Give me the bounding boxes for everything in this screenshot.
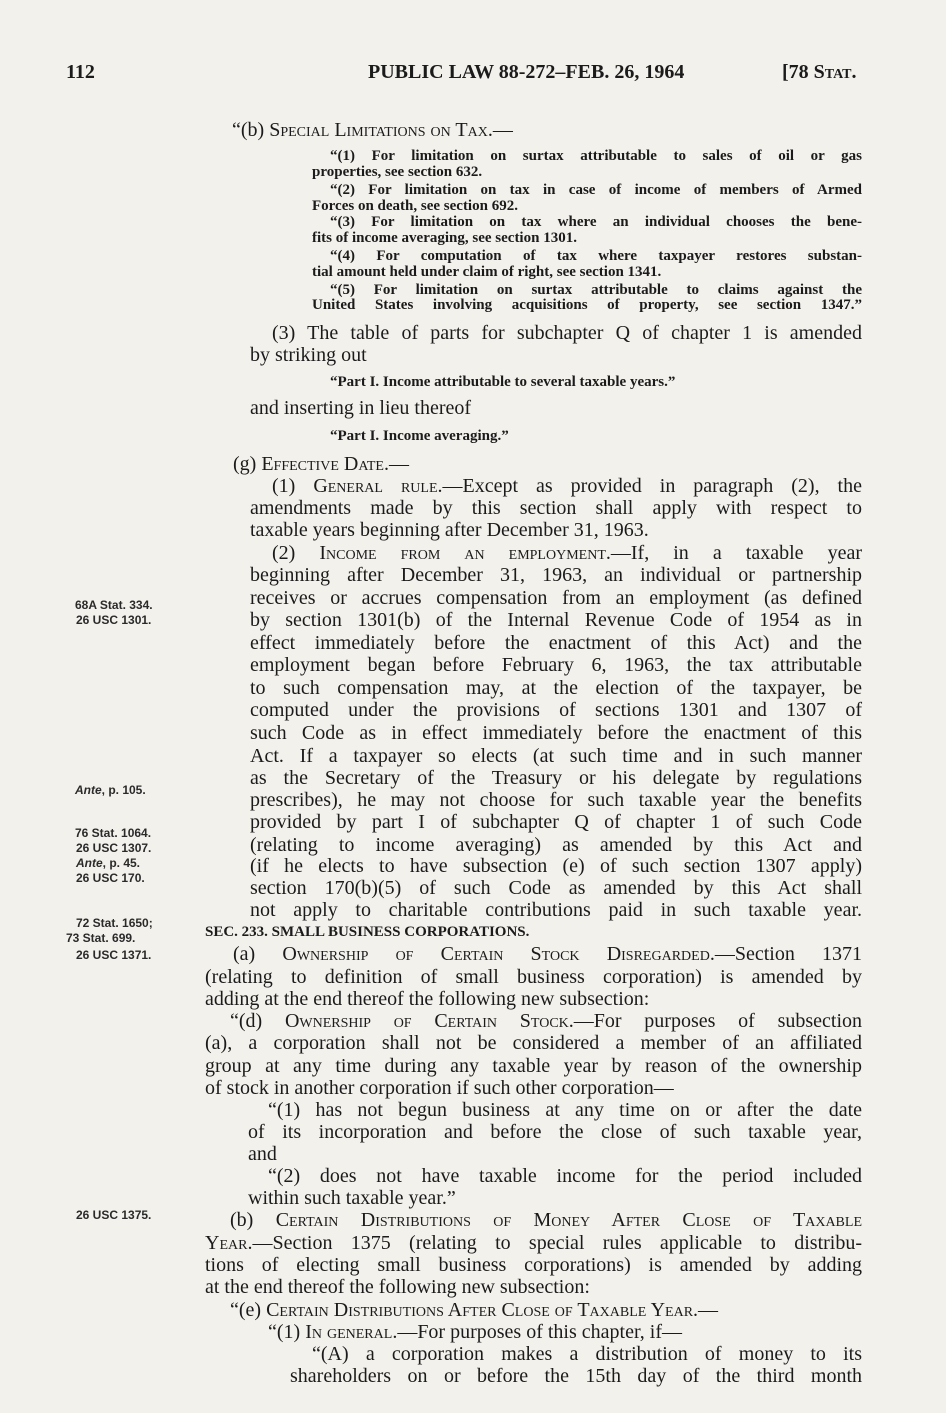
margin-note: 76 Stat. 1064. <box>75 826 152 840</box>
cross-reference-line: United States involving acquisitions of property, see section 1347.” <box>312 297 862 313</box>
line-text: .—Section 1371 <box>709 943 863 965</box>
special-limitations-heading <box>232 119 513 141</box>
statute-volume-prefix: [78 <box>782 61 814 83</box>
cross-reference-line: “(2) For limitation on tax in case of income of members of Armed <box>330 182 862 198</box>
margin-note: 26 USC 1375. <box>76 1208 152 1222</box>
line-prefix: (a) <box>233 943 283 965</box>
paragraph-line: such Code as in effect immediately before the enactment of this <box>250 722 862 744</box>
paragraph-line: beginning after December 31, 1963, an individual or partnership <box>250 564 862 586</box>
statute-volume-label: Stat. <box>813 61 857 83</box>
line-prefix: “(1) <box>268 1321 306 1343</box>
new-subsection-d-first-line <box>230 1010 862 1032</box>
section-heading: SEC. 233. SMALL BUSINESS CORPORATIONS. <box>205 924 530 940</box>
paragraph-line: by section 1301(b) of the Internal Revenue Code of 1954 as in <box>250 609 862 631</box>
paragraph-line: of stock in another corporation if such other corporation— <box>205 1077 674 1099</box>
paragraph-line: by striking out <box>250 344 367 366</box>
page-number: 112 <box>66 61 95 83</box>
line-text: .—For purposes of this chapter, if— <box>392 1321 683 1343</box>
cross-reference-line: “(3) For limitation on tax where an individual chooses the bene- <box>330 214 862 230</box>
margin-note <box>76 856 140 871</box>
paragraph-line: (relating to income averaging) as amended by this Act and <box>250 834 862 856</box>
paragraph-line: tions of electing small business corporations) is amended by adding <box>205 1254 862 1276</box>
heading-suffix: .— <box>693 1299 719 1321</box>
paragraph-line: taxable years beginning after December 31, 1963. <box>250 519 649 541</box>
paragraph-title: In general <box>305 1321 393 1343</box>
clause-line: of its incorporation and before the close of such taxable year, <box>248 1121 862 1143</box>
cross-reference-line: “(1) For limitation on surtax attributable to sales of oil or gas <box>330 148 862 164</box>
paragraph-line: computed under the provisions of sections 1301 and 1307 of <box>250 699 862 721</box>
heading-suffix: .— <box>487 119 513 141</box>
clause-line: and <box>248 1143 277 1165</box>
paragraph-line: employment began before February 6, 1963, the tax attributable <box>250 654 862 676</box>
line-prefix: (b) <box>230 1209 276 1231</box>
effective-date-heading <box>233 453 409 475</box>
clause-line: “(2) does not have taxable income for the period included <box>268 1165 862 1187</box>
paragraph-1-first-line <box>268 1321 682 1343</box>
statute-volume-ref <box>782 60 857 84</box>
heading-prefix: “(e) <box>230 1299 267 1321</box>
margin-note-italic: Ante <box>75 783 102 797</box>
margin-note: 26 USC 1307. <box>76 841 152 855</box>
margin-note: 73 Stat. 699. <box>66 931 136 945</box>
subsection-a-first-line <box>233 943 862 965</box>
margin-note-italic: Ante <box>76 856 103 870</box>
cross-reference-line: “(5) For limitation on surtax attributable to claims against the <box>330 282 862 298</box>
margin-note <box>75 783 146 798</box>
heading-suffix: .— <box>384 453 409 475</box>
line-text: .—Except as provided in paragraph (2), the <box>437 475 862 497</box>
cross-reference-line: Forces on death, see section 692. <box>312 198 518 214</box>
paragraph-line: receives or accrues compensation from an employment (as defined <box>250 587 862 609</box>
clause-line: “(1) has not begun business at any time on or after the date <box>268 1099 862 1121</box>
subsection-b-second-line <box>205 1232 862 1254</box>
subsection-title: Ownership of Certain Stock <box>284 1010 569 1032</box>
paragraph-line: (a), a corporation shall not be considered a member of an affiliated <box>205 1032 862 1054</box>
margin-note: 26 USC 1371. <box>76 948 152 962</box>
paragraph-title: General rule <box>313 475 438 497</box>
heading-title: Certain Distributions After Close of Taxable Year <box>266 1299 694 1321</box>
paragraph-line: (3) The table of parts for subchapter Q of chapter 1 is amended <box>272 322 862 344</box>
clause-line: shareholders on or before the 15th day of the third month <box>290 1365 862 1387</box>
margin-note: 26 USC 170. <box>76 871 145 885</box>
margin-note: 26 USC 1301. <box>76 613 152 627</box>
paragraph-line: as the Secretary of the Treasury or his delegate by regulations <box>250 767 862 789</box>
paragraph-line: amendments made by this section shall apply with respect to <box>250 497 862 519</box>
line-prefix: (1) <box>272 475 314 497</box>
cross-reference-line: fits of income averaging, see section 1301. <box>312 230 577 246</box>
paragraph-line: effect immediately before the enactment of this Act) and the <box>250 632 862 654</box>
clause-line: within such taxable year.” <box>248 1187 456 1209</box>
inserted-part-title: “Part I. Income averaging.” <box>330 428 509 444</box>
paragraph-line: not apply to charitable contributions paid in such taxable year. <box>250 899 862 921</box>
line-prefix: “(d) <box>230 1010 285 1032</box>
cross-reference-line: tial amount held under claim of right, see section 1341. <box>312 264 662 280</box>
margin-note: 72 Stat. 1650; <box>76 916 153 930</box>
cross-reference-line: properties, see section 632. <box>312 164 483 180</box>
subsection-title: Year <box>205 1232 248 1254</box>
subsection-b-first-line <box>230 1209 862 1231</box>
paragraph-line: (relating to definition of small business corporation) is amended by <box>205 966 862 988</box>
running-title: PUBLIC LAW 88-272–FEB. 26, 1964 <box>368 61 685 83</box>
paragraph-line: and inserting in lieu thereof <box>250 397 472 419</box>
line-text: .—For purposes of subsection <box>568 1010 862 1032</box>
paragraph-line: at the end thereof the following new subsection: <box>205 1276 590 1298</box>
income-from-employment-first-line <box>272 542 862 564</box>
paragraph-line: adding at the end thereof the following new subsection: <box>205 988 650 1010</box>
paragraph-line: provided by part I of subchapter Q of chapter 1 of such Code <box>250 811 862 833</box>
subsection-title: Certain Distributions of Money After Close of Taxable <box>275 1209 862 1231</box>
line-text: .—Section 1375 (relating to special rules applicable to distribu- <box>247 1232 862 1254</box>
new-subsection-e-heading <box>230 1299 718 1321</box>
line-text: .—If, in a taxable year <box>605 542 862 564</box>
heading-prefix: “(b) <box>232 119 270 141</box>
margin-note: 68A Stat. 334. <box>75 598 153 612</box>
struck-part-title: “Part I. Income attributable to several taxable years.” <box>330 374 676 390</box>
cross-reference-line: “(4) For computation of tax where taxpayer restores substan- <box>330 248 862 264</box>
paragraph-line: prescribes), he may not choose for such taxable year the benefits <box>250 789 862 811</box>
paragraph-title: Income from an employment <box>319 542 606 564</box>
margin-note-text: , p. 45. <box>102 856 141 870</box>
paragraph-line: section 170(b)(5) of such Code as amended by this Act shall <box>250 877 862 899</box>
clause-line: “(A) a corporation makes a distribution of money to its <box>312 1343 862 1365</box>
line-prefix: (2) <box>272 542 320 564</box>
paragraph-line: to such compensation may, at the election of the taxpayer, be <box>250 677 862 699</box>
margin-note-text: , p. 105. <box>101 783 146 797</box>
paragraph-line: Act. If a taxpayer so elects (at such time and in such manner <box>250 745 862 767</box>
heading-title: Special Limitations on Tax <box>269 119 488 141</box>
paragraph-line: group at any time during any taxable year by reason of the ownership <box>205 1055 862 1077</box>
subsection-title: Ownership of Certain Stock Disregarded <box>282 943 710 965</box>
paragraph-line: (if he elects to have subsection (e) of such section 1307 apply) <box>250 855 862 877</box>
general-rule-first-line <box>272 475 862 497</box>
heading-title: Effective Date <box>261 453 384 475</box>
heading-prefix: (g) <box>233 453 262 475</box>
